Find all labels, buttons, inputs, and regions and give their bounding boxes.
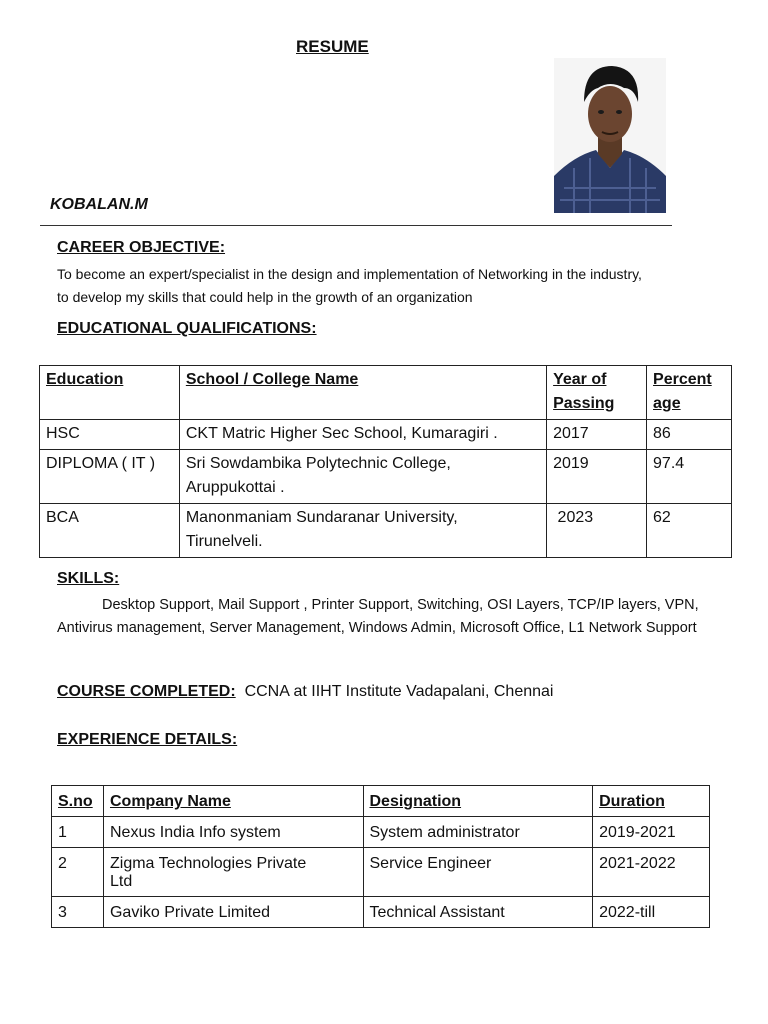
header-divider xyxy=(40,225,672,226)
designation-col-header: Designation xyxy=(363,786,593,817)
education-cell: HSC xyxy=(40,420,180,450)
table-row xyxy=(52,817,710,848)
resume-title: RESUME xyxy=(296,37,369,56)
experience-header-row xyxy=(52,786,710,817)
education-cell: DIPLOMA ( IT ) xyxy=(40,450,180,504)
career-objective-text xyxy=(57,263,762,309)
skills-text xyxy=(57,594,747,639)
education-cell: BCA xyxy=(40,504,180,558)
candidate-name: KOBALAN.M xyxy=(50,196,148,213)
school-cell: Sri Sowdambika Polytechnic College, Aruppukottai . xyxy=(179,450,546,504)
company-col-header: Company Name xyxy=(103,786,363,817)
education-table xyxy=(39,365,732,558)
sno-cell: 3 xyxy=(52,897,104,928)
year-cell: 2019 xyxy=(547,450,647,504)
school-cell: CKT Matric Higher Sec School, Kumaragiri . xyxy=(179,420,546,450)
percentage-cell: 97.4 xyxy=(647,450,732,504)
table-row xyxy=(52,848,710,897)
career-objective-heading: CAREER OBJECTIVE: xyxy=(57,239,226,256)
designation-cell: Technical Assistant xyxy=(363,897,593,928)
skills-heading: SKILLS: xyxy=(57,570,120,587)
company-cell: Zigma Technologies Private Ltd xyxy=(103,848,363,897)
school-col-header: School / College Name xyxy=(179,366,546,420)
education-heading: EDUCATIONAL QUALIFICATIONS: xyxy=(57,320,317,337)
company-cell: Nexus India Info system xyxy=(103,817,363,848)
experience-table xyxy=(51,785,710,928)
course-label: COURSE COMPLETED: xyxy=(57,683,236,700)
duration-cell: 2021-2022 xyxy=(593,848,710,897)
percentage-cell: 86 xyxy=(647,420,732,450)
company-cell: Gaviko Private Limited xyxy=(103,897,363,928)
table-row xyxy=(52,897,710,928)
career-objective-line-1: To become an expert/specialist in the design and implementation of Networking in the industry, xyxy=(57,266,642,282)
sno-cell: 2 xyxy=(52,848,104,897)
profile-photo-graphic xyxy=(554,58,666,213)
designation-cell: System administrator xyxy=(363,817,593,848)
skills-list: Desktop Support, Mail Support , Printer Support, Switching, OSI Layers, TCP/IP layers, VPN, Antivirus management, Server Management, Windows Admin, Microsoft Office, L1 Network Support xyxy=(57,597,699,636)
sno-col-header: S.no xyxy=(52,786,104,817)
duration-cell: 2022-till xyxy=(593,897,710,928)
duration-cell: 2019-2021 xyxy=(593,817,710,848)
career-objective-line-2: to develop my skills that could help in the growth of an organization xyxy=(57,289,473,305)
designation-cell: Service Engineer xyxy=(363,848,593,897)
duration-col-header: Duration xyxy=(593,786,710,817)
profile-photo xyxy=(554,58,666,213)
course-completed xyxy=(57,683,553,701)
education-col-header: Education xyxy=(40,366,180,420)
year-cell: 2017 xyxy=(547,420,647,450)
education-header-row xyxy=(40,366,732,420)
year-col-header: Year of Passing xyxy=(547,366,647,420)
table-row xyxy=(40,504,732,558)
percentage-cell: 62 xyxy=(647,504,732,558)
year-cell: 2023 xyxy=(547,504,647,558)
sno-cell: 1 xyxy=(52,817,104,848)
school-cell: Manonmaniam Sundaranar University, Tirunelveli. xyxy=(179,504,546,558)
percentage-col-header: Percent age xyxy=(647,366,732,420)
table-row xyxy=(40,420,732,450)
table-row xyxy=(40,450,732,504)
course-value: CCNA at IIHT Institute Vadapalani, Chennai xyxy=(244,683,554,700)
experience-heading: EXPERIENCE DETAILS: xyxy=(57,731,238,748)
